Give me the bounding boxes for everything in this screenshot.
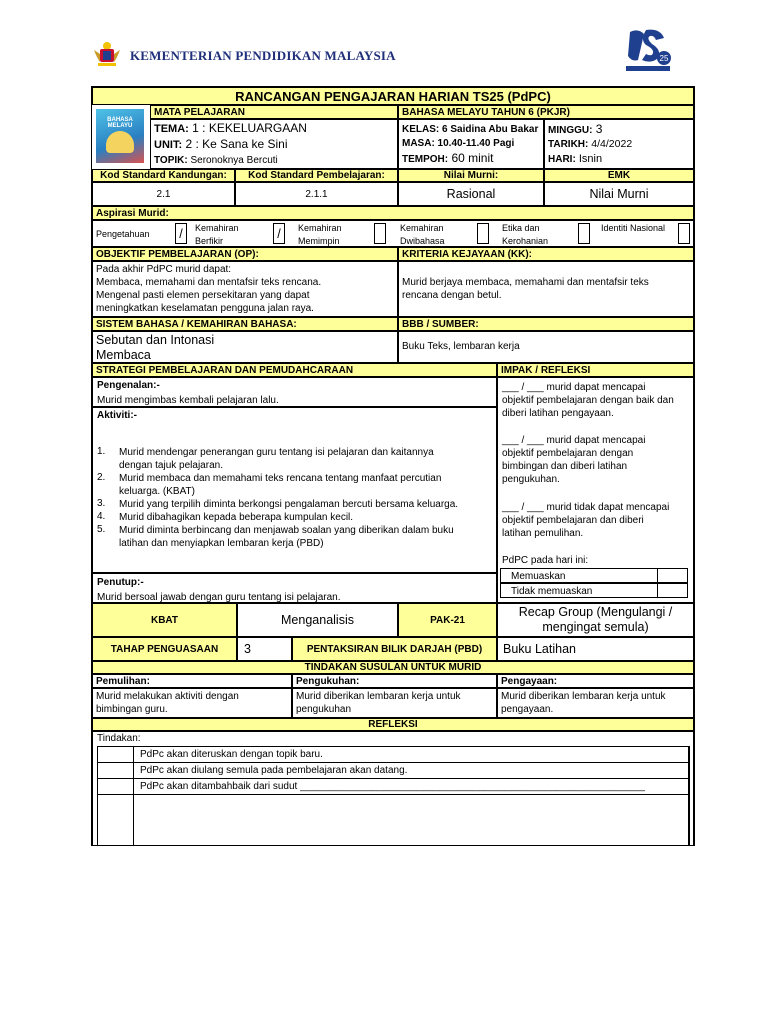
ministry-crest-icon xyxy=(92,40,122,68)
list-item: PdPc akan diteruskan dengan topik baru. xyxy=(133,746,690,763)
unit-value: 2 : Ke Sana ke Sini xyxy=(182,137,288,151)
list-item: 3. Murid yang terpilih diminta berkongsi pengalaman bercuti bersama keluarga. xyxy=(97,498,459,510)
tema-label: TEMA: xyxy=(154,123,189,135)
refleksi-label: REFLEKSI xyxy=(92,718,694,731)
objektif-content xyxy=(92,261,398,317)
impak-block: ___ / ___ murid dapat mencapai objektif pembelajaran dengan bimbingan dan diberi latihan pengukuhan. xyxy=(502,435,646,485)
aspirasi-check[interactable] xyxy=(374,223,386,244)
ts25-logo-icon xyxy=(624,26,672,76)
refleksi-checkbox[interactable] xyxy=(97,762,134,779)
masa-label: MASA: xyxy=(402,138,435,149)
aspirasi-check[interactable] xyxy=(477,223,489,244)
aspirasi-label: Aspirasi Murid: xyxy=(92,206,694,220)
page-title: RANCANGAN PENGAJARAN HARIAN TS25 (PdPC) xyxy=(92,87,694,105)
option-checkbox[interactable] xyxy=(657,583,688,598)
pak21-value: Recap Group (Mengulangi / mengingat semula) xyxy=(497,603,694,637)
strategi-label: STRATEGI PEMBELAJARAN DAN PEMUDAHCARAAN xyxy=(92,363,497,377)
mata-pelajaran-label: MATA PELAJARAN xyxy=(150,105,398,119)
kriteria-line: Murid berjaya membaca, memahami dan mentafsir teks xyxy=(402,277,649,288)
refleksi-checkbox[interactable] xyxy=(97,778,134,795)
nilai-murni-label: Nilai Murni: xyxy=(398,169,544,182)
book-illustration-icon xyxy=(106,131,134,153)
kriteria-content xyxy=(398,261,694,317)
list-item: 4. Murid dibahagikan kepada beberapa kumpulan kecil. xyxy=(97,511,354,523)
kelas-masa-tempoh xyxy=(398,119,544,169)
unit-label: UNIT: xyxy=(154,139,183,151)
aspirasi-check[interactable] xyxy=(578,223,590,244)
tempoh-label: TEMPOH: xyxy=(402,154,449,165)
refleksi-section xyxy=(92,731,694,845)
bbb-label: BBB / SUMBER: xyxy=(398,317,694,331)
kbat-value: Menganalisis xyxy=(237,603,398,637)
tahap-penguasaan-value: 3 xyxy=(237,637,292,661)
list-item: PdPc akan ditambahbaik dari sudut ______________________________________________________________ xyxy=(133,778,690,795)
tema-unit-topik xyxy=(150,119,398,169)
impak-content xyxy=(497,377,694,603)
list-item: PdPc akan diulang semula pada pembelajaran akan datang. xyxy=(133,762,690,779)
aspirasi-etika: Etika dan Kerohanian xyxy=(502,223,549,246)
masa-value: 10.40-11.40 Pagi xyxy=(434,138,515,149)
bbb-content xyxy=(398,331,694,363)
kriteria-line: rencana dengan betul. xyxy=(402,290,502,301)
objektif-line: Membaca, memahami dan mentafsir teks rencana. xyxy=(96,277,322,288)
pengenalan-label: Pengenalan:- xyxy=(97,380,160,391)
refleksi-blank-cell xyxy=(133,794,690,845)
sistem-bahasa-label: SISTEM BAHASA / KEMAHIRAN BAHASA: xyxy=(92,317,398,331)
pak21-label: PAK-21 xyxy=(398,603,497,637)
aspirasi-kemahiran-dwibahasa: Kemahiran Dwibahasa xyxy=(400,223,445,246)
refleksi-options-table xyxy=(97,746,689,845)
aspirasi-kemahiran-memimpin: Kemahiran Memimpin xyxy=(298,223,342,246)
pengukuhan-text: Murid diberikan lembaran kerja untuk pengukuhan xyxy=(292,688,497,718)
aspirasi-check[interactable]: / xyxy=(175,223,187,244)
tempoh-value: 60 minit xyxy=(448,151,494,165)
minggu-label: MINGGU: xyxy=(548,125,593,136)
pengayaan-label: Pengayaan: xyxy=(497,674,694,688)
minggu-tarikh-hari xyxy=(544,119,694,169)
ministry-name: KEMENTERIAN PENDIDIKAN MALAYSIA xyxy=(130,48,396,63)
bbb-value: Buku Teks, lembaran kerja xyxy=(402,341,520,352)
pbd-value: Buku Latihan xyxy=(497,637,694,661)
option-checkbox[interactable] xyxy=(657,568,688,583)
logo-number: 25 xyxy=(659,54,669,63)
book-title: BAHASA MELAYU xyxy=(107,117,133,129)
textbook-cover xyxy=(92,105,150,169)
emk-value: Nilai Murni xyxy=(544,182,694,206)
pengukuhan-label: Pengukuhan: xyxy=(292,674,497,688)
list-item: 1. Murid mendengar penerangan guru tentang isi pelajaran dan kaitannya dengan tajuk pelajaran. xyxy=(97,446,434,471)
hari-label: HARI: xyxy=(548,154,576,165)
penutup-label: Penutup:- xyxy=(97,577,144,588)
pdpc-option-row: Memuaskan xyxy=(500,568,688,583)
kod-standard-pembelajaran-value: 2.1.1 xyxy=(235,182,398,206)
objektif-label: OBJEKTIF PEMBELAJARAN (OP): xyxy=(92,247,398,261)
minggu-value: 3 xyxy=(592,122,603,136)
tindakan-susulan-label: TINDAKAN SUSULAN UNTUK MURID xyxy=(92,661,694,674)
refleksi-checkbox[interactable] xyxy=(97,794,134,845)
aspirasi-identiti: Identiti Nasional xyxy=(601,223,666,233)
sistem-line: Membaca xyxy=(96,348,151,362)
subject-value: BAHASA MELAYU TAHUN 6 (PKJR) xyxy=(398,105,694,119)
nilai-murni-value: Rasional xyxy=(398,182,544,206)
list-item: 5. Murid diminta berbincang dan menjawab soalan yang diberikan dalam buku latihan dan menyiapkan lembaran kerja (PBD) xyxy=(97,524,454,549)
list-item: 2. Murid membaca dan memahami teks rencana tentang manfaat percutian keluarga. (KBAT) xyxy=(97,472,442,497)
aktiviti-steps xyxy=(97,446,495,550)
aspirasi-check[interactable] xyxy=(678,223,690,244)
pemulihan-text: Murid melakukan aktiviti dengan bimbingan guru. xyxy=(92,688,292,718)
sistem-line: Sebutan dan Intonasi xyxy=(96,333,215,347)
tarikh-value: 4/4/2022 xyxy=(588,138,633,150)
pbd-label: PENTAKSIRAN BILIK DARJAH (PBD) xyxy=(292,637,497,661)
sistem-bahasa-content xyxy=(92,331,398,363)
pengenalan-text: Murid mengimbas kembali pelajaran lalu. xyxy=(97,395,279,406)
tarikh-label: TARIKH: xyxy=(548,139,589,150)
impak-label: IMPAK / REFLEKSI xyxy=(497,363,694,377)
pemulihan-label: Pemulihan: xyxy=(92,674,292,688)
tema-value: 1 : KEKELUARGAAN xyxy=(188,121,307,135)
refleksi-checkbox[interactable] xyxy=(97,746,134,763)
aktiviti-section xyxy=(92,407,497,573)
pdpc-label: PdPC pada hari ini: xyxy=(502,555,589,566)
pengayaan-text: Murid diberikan lembaran kerja untuk pengayaan. xyxy=(497,688,694,718)
lesson-plan-document xyxy=(91,86,695,846)
penutup-section xyxy=(92,573,497,603)
hari-value: Isnin xyxy=(575,153,603,165)
topik-label: TOPIK: xyxy=(154,155,188,166)
aspirasi-pengetahuan: Pengetahuan xyxy=(96,229,150,239)
pengenalan-section xyxy=(92,377,497,407)
emk-label: EMK xyxy=(544,169,694,182)
objektif-line: meningkatkan keselamatan pengguna jalan raya. xyxy=(96,303,314,314)
kelas-value: 6 Saidina Abu Bakar xyxy=(439,124,539,135)
tindakan-label: Tindakan: xyxy=(97,733,141,744)
kod-standard-pembelajaran-label: Kod Standard Pembelajaran: xyxy=(235,169,398,182)
impak-block: ___ / ___ murid dapat mencapai objektif pembelajaran dengan baik dan diberi latihan pengayaan. xyxy=(502,382,674,419)
pdpc-option-row: Tidak memuaskan xyxy=(500,583,688,598)
aspirasi-kemahiran-berfikir: Kemahiran Berfikir xyxy=(195,223,239,246)
kbat-label: KBAT xyxy=(92,603,237,637)
topik-value: Seronoknya Bercuti xyxy=(187,155,278,166)
impak-block: ___ / ___ murid tidak dapat mencapai objektif pembelajaran dan diberi latihan pemulihan. xyxy=(502,502,670,539)
aspirasi-row xyxy=(92,220,694,247)
aspirasi-check[interactable]: / xyxy=(273,223,285,244)
objektif-line: Mengenal pasti elemen persekitaran yang dapat xyxy=(96,290,310,301)
kod-standard-kandungan-label: Kod Standard Kandungan: xyxy=(92,169,235,182)
kriteria-label: KRITERIA KEJAYAAN (KK): xyxy=(398,247,694,261)
tahap-penguasaan-label: TAHAP PENGUASAAN xyxy=(92,637,237,661)
aktiviti-label: Aktiviti:- xyxy=(97,410,137,421)
objektif-line: Pada akhir PdPC murid dapat: xyxy=(96,264,232,275)
kod-standard-kandungan-value: 2.1 xyxy=(92,182,235,206)
penutup-text: Murid bersoal jawab dengan guru tentang isi pelajaran. xyxy=(97,592,341,603)
kelas-label: KELAS: xyxy=(402,124,440,135)
